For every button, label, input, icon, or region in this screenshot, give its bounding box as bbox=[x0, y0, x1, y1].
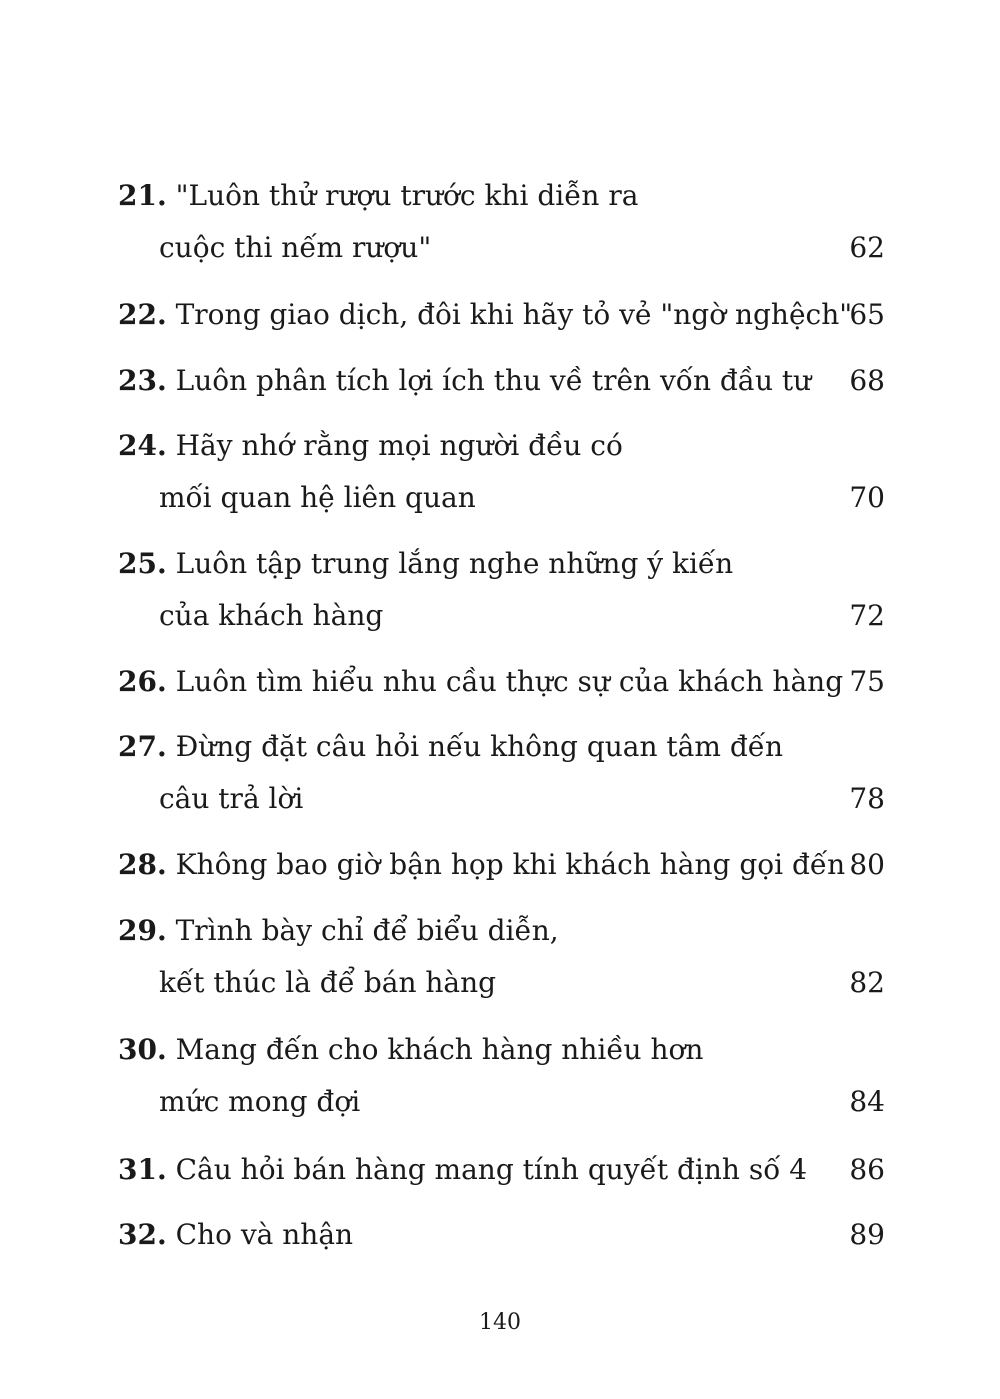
toc-entry-title: Cho và nhận bbox=[175, 1218, 354, 1251]
toc-entry-line bbox=[118, 911, 559, 951]
toc-entry-title-continuation: câu trả lời bbox=[159, 782, 304, 815]
toc-entry-page: 68 bbox=[849, 364, 885, 397]
toc-entry-title: Hãy nhớ rằng mọi người đều có bbox=[175, 429, 623, 462]
toc-entry-page: 89 bbox=[849, 1218, 885, 1251]
toc-entry-page: 65 bbox=[849, 298, 885, 331]
toc-entry-title: "Luôn thử rượu trước khi diễn ra bbox=[175, 179, 639, 212]
toc-entry-title-continuation: mối quan hệ liên quan bbox=[159, 481, 476, 514]
toc-entry-line bbox=[118, 845, 845, 885]
toc-entry-page: 84 bbox=[849, 1085, 885, 1118]
toc-entry-title: Luôn tìm hiểu nhu cầu thực sự của khách hàng bbox=[175, 665, 844, 698]
toc-entry-number: 32. bbox=[118, 1218, 167, 1251]
toc-entry-line bbox=[118, 544, 733, 584]
page-number: 140 bbox=[479, 1310, 521, 1335]
toc-entry-line bbox=[118, 361, 811, 401]
toc-entry-page: 70 bbox=[849, 481, 885, 514]
toc-entry-line bbox=[118, 1150, 807, 1190]
toc-entry-number: 27. bbox=[118, 730, 167, 763]
toc-entry-title: Không bao giờ bận họp khi khách hàng gọi đến bbox=[175, 848, 846, 881]
toc-entry-number: 25. bbox=[118, 547, 167, 580]
toc-entry-title: Câu hỏi bán hàng mang tính quyết định số 4 bbox=[175, 1153, 808, 1186]
toc-entry-title: Đừng đặt câu hỏi nếu không quan tâm đến bbox=[175, 730, 784, 763]
toc-entry-title-continuation: mức mong đợi bbox=[159, 1085, 361, 1118]
toc-entry-number: 22. bbox=[118, 298, 167, 331]
toc-entry-number: 26. bbox=[118, 665, 167, 698]
toc-entry-title-continuation: kết thúc là để bán hàng bbox=[159, 966, 497, 999]
toc-entry-page: 80 bbox=[849, 848, 885, 881]
toc-entry-line bbox=[118, 426, 623, 466]
toc-entry-number: 24. bbox=[118, 429, 167, 462]
toc-entry-page: 72 bbox=[849, 599, 885, 632]
toc-entry-line bbox=[118, 1030, 703, 1070]
toc-entry-title: Luôn phân tích lợi ích thu về trên vốn đầu tư bbox=[175, 364, 812, 397]
toc-entry-number: 28. bbox=[118, 848, 167, 881]
toc-entry-number: 31. bbox=[118, 1153, 167, 1186]
toc-entry-line bbox=[118, 662, 843, 702]
toc-entry-page: 78 bbox=[849, 782, 885, 815]
toc-entry-title: Trình bày chỉ để biểu diễn, bbox=[175, 914, 559, 947]
toc-entry-title-continuation: của khách hàng bbox=[159, 599, 384, 632]
toc-entry-title: Mang đến cho khách hàng nhiều hơn bbox=[175, 1033, 704, 1066]
toc-entry-page: 75 bbox=[849, 665, 885, 698]
toc-entry-number: 23. bbox=[118, 364, 167, 397]
toc-entry-title-continuation: cuộc thi nếm rượu" bbox=[159, 231, 432, 264]
toc-entry-title: Trong giao dịch, đôi khi hãy tỏ vẻ "ngờ nghệch" bbox=[175, 298, 853, 331]
toc-entry-line bbox=[118, 176, 638, 216]
toc-entry-title: Luôn tập trung lắng nghe những ý kiến bbox=[175, 547, 734, 580]
toc-entry-page: 86 bbox=[849, 1153, 885, 1186]
toc-entry-number: 21. bbox=[118, 179, 167, 212]
toc-entry-line bbox=[118, 295, 852, 335]
toc-entry-line bbox=[118, 727, 783, 767]
toc-entry-page: 82 bbox=[849, 966, 885, 999]
toc-entry-line bbox=[118, 1215, 353, 1255]
toc-entry-number: 29. bbox=[118, 914, 167, 947]
toc-entry-number: 30. bbox=[118, 1033, 167, 1066]
toc-entry-page: 62 bbox=[849, 231, 885, 264]
